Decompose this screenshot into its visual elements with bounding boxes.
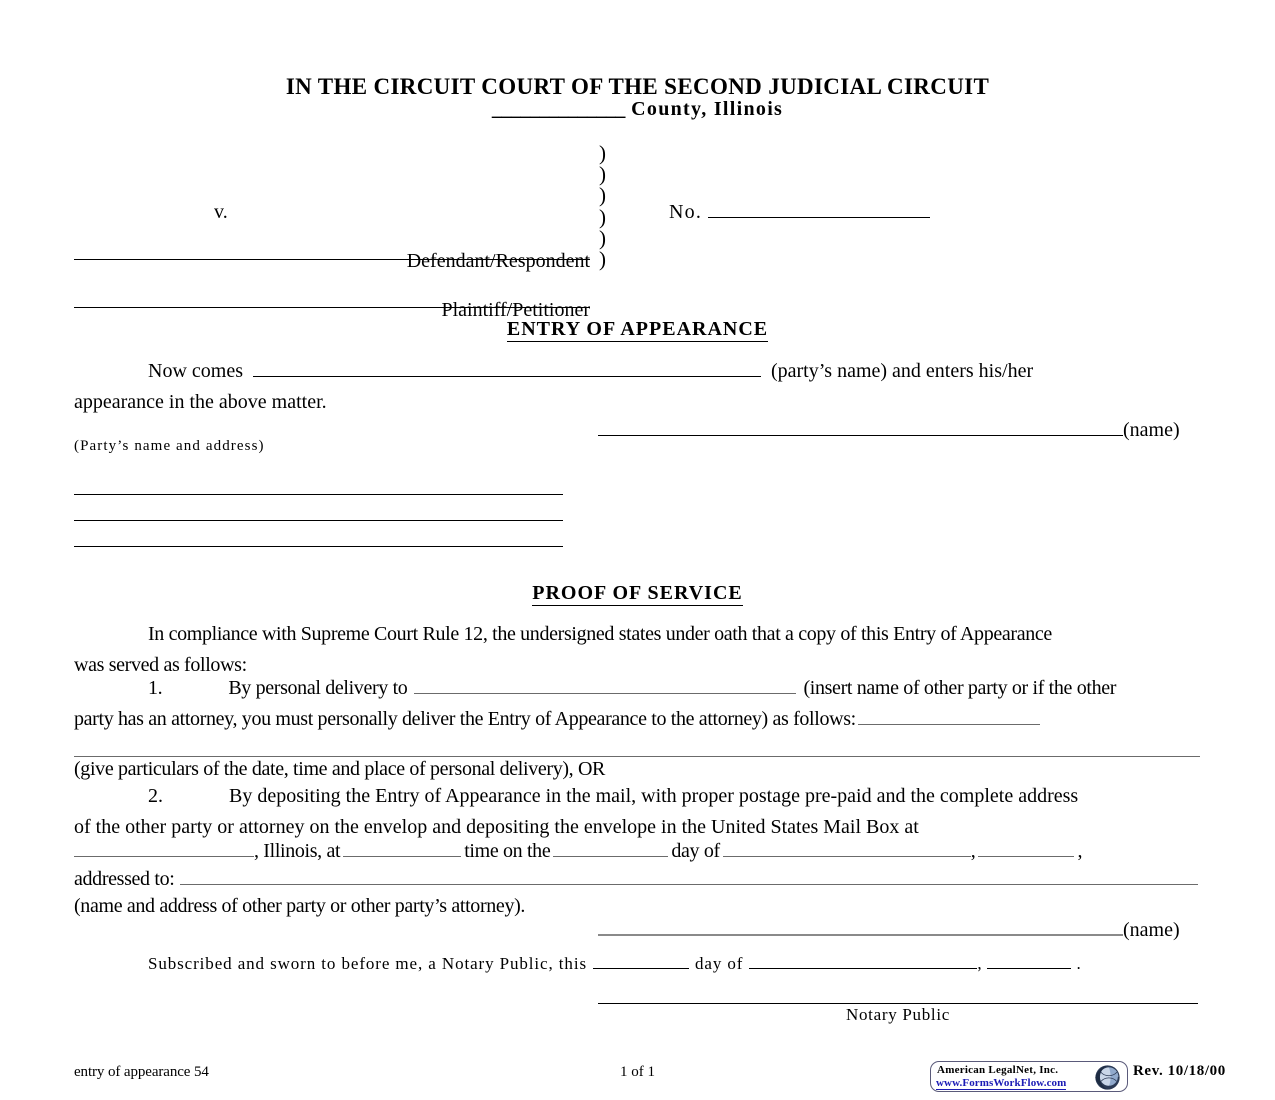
party-address-line-1[interactable] [74,494,563,495]
proof-item-1 [74,673,1200,735]
globe-icon [1094,1064,1121,1091]
plaintiff-label: Plaintiff/Petitioner [441,299,590,321]
case-number-row [669,201,930,224]
proof-intro-line-2: was served as follows: [74,654,247,676]
subscribed-period: . [1076,954,1082,973]
footer-revision: Rev. 10/18/00 [1133,1063,1226,1079]
notary-signature-caption: Notary Public [845,1005,950,1024]
item2-month-field[interactable] [723,842,971,857]
versus-label: v. [214,201,228,223]
defendant-name-rule[interactable] [74,307,590,308]
item2-text-line-1: By depositing the Entry of Appearance in the mail, with proper postage pre-paid and the complete address [229,785,1079,807]
proof-intro-line-1: In compliance with Supreme Court Rule 12, the undersigned states under oath that a copy of this Entry of Appearance [148,623,1052,645]
affiant-name-field[interactable] [598,920,1123,936]
item2-year-field[interactable] [978,842,1074,857]
county-blank-field[interactable]: ______________ [491,98,625,120]
subscribed-label-b: day of [694,954,744,973]
footer-page-number: 1 of 1 [620,1064,655,1080]
court-title: IN THE CIRCUIT COURT OF THE SECOND JUDICIAL CIRCUIT [285,74,990,99]
item2-mailbox-row [74,837,1200,866]
paren-2: ) [599,162,606,187]
item1-text-c: party has an attorney, you must personally deliver the Entry of Appearance to the attorney) as follows: [74,708,856,730]
party-address-label: (Party’s name and address) [74,438,265,454]
proof-of-service-heading [0,582,1275,605]
item2-city-field[interactable] [74,842,254,857]
item2-name-address-note [74,891,1200,922]
party-name-field[interactable] [253,362,761,377]
item2-number: 2. [148,785,163,807]
subscribed-sworn-row [148,954,1082,974]
item2-comma-1: , [970,840,976,862]
affiant-name-row [598,919,1180,942]
item1-other-party-field[interactable] [414,679,796,694]
party-address-line-2[interactable] [74,520,563,521]
notary-day-field[interactable] [593,954,689,969]
affiant-name-label: (name) [1123,919,1180,941]
party-name-hint: (party’s name) and enters his/her [770,360,1034,382]
notary-signature-field[interactable] [598,1003,1198,1004]
item2-addressed-to-label: addressed to: [74,868,175,890]
case-number-label: No. [669,201,703,223]
appearance-sentence: appearance in the above matter. [74,391,327,413]
item2-time-field[interactable] [343,842,461,857]
signature-name-field[interactable] [598,421,1123,436]
entry-of-appearance-paragraph [74,356,1200,418]
item1-number: 1. [148,677,163,699]
item2-comma-2: , [1077,840,1083,862]
signature-name-label: (name) [1123,419,1180,441]
american-legalnet-logo-box[interactable] [930,1061,1128,1092]
entry-of-appearance-heading [0,318,1275,341]
case-caption [74,141,1204,321]
caption-paren-column [599,143,606,270]
item2-addressed-to-field[interactable] [180,870,1198,885]
paren-5: ) [599,225,606,250]
signature-name-row [598,419,1180,442]
case-number-field[interactable] [708,204,930,218]
paren-3: ) [599,183,606,208]
now-comes-label: Now comes [148,360,243,382]
item1-follows-field-a[interactable] [858,710,1040,725]
item2-day-of-label: day of [671,840,720,862]
defendant-label: Defendant/Respondent [406,250,590,272]
vendor-url-link[interactable]: www.FormsWorkFlow.com [936,1077,1067,1089]
proof-item-2 [74,781,1200,843]
item2-illinois-label: , Illinois, at [254,840,341,862]
item2-day-field[interactable] [553,842,668,857]
item2-text-line-2: of the other party or attorney on the envelop and depositing the envelope in the United States Mail Box at [74,816,919,838]
item1-text-a: By personal delivery to [228,677,408,699]
subscribed-label-a: Subscribed and sworn to before me, a Notary Public, this [148,954,587,973]
notary-year-field[interactable] [987,954,1071,969]
subscribed-comma: , [977,954,983,973]
item2-time-on-the-label: time on the [464,840,551,862]
paren-1: ) [599,141,606,165]
item1-text-b: (insert name of other party or if the other [803,677,1117,699]
county-suffix: County, Illinois [631,98,784,120]
paren-4: ) [599,204,606,229]
item1-particulars-text: (give particulars of the date, time and place of personal delivery), OR [74,758,606,780]
item2-name-address-text: (name and address of other party or other party’s attorney). [74,895,526,917]
county-line [0,98,1275,121]
paren-6: ) [599,246,606,271]
vendor-name: American LegalNet, Inc. [937,1064,1059,1076]
entry-of-appearance-heading-text: ENTRY OF APPEARANCE [506,318,769,340]
footer-form-id: entry of appearance 54 [74,1064,209,1080]
notary-month-field[interactable] [749,954,977,969]
party-address-line-3[interactable] [74,546,563,547]
proof-of-service-heading-text: PROOF OF SERVICE [532,582,743,604]
proof-of-service-intro [74,619,1200,681]
